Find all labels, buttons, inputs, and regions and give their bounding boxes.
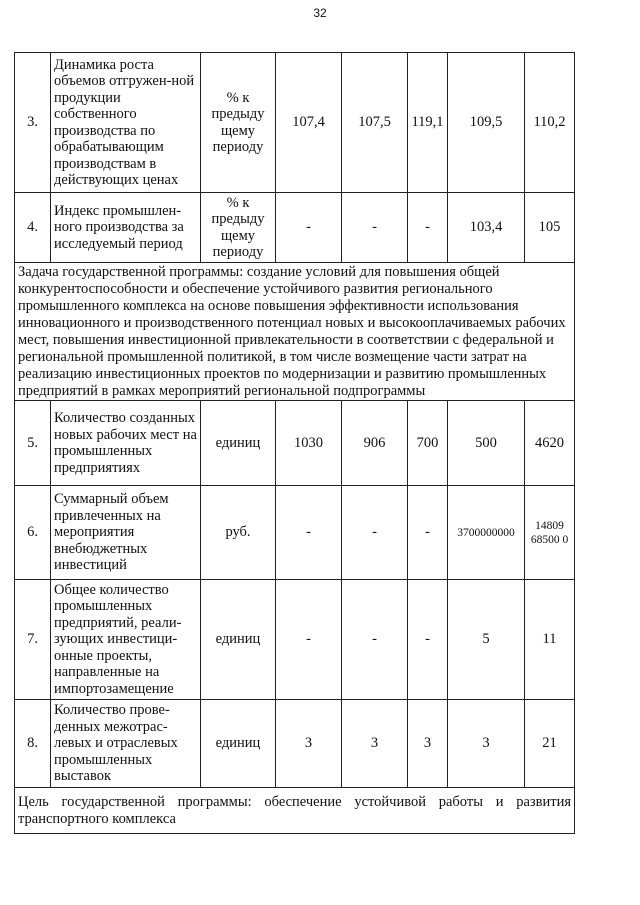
value-cell: 109,5 — [448, 53, 525, 193]
table-row — [15, 401, 575, 486]
value-cell: 3 — [448, 700, 525, 788]
value-cell: 5 — [448, 580, 525, 700]
indicator-unit: % к предыду щему периоду — [201, 53, 276, 193]
indicator-unit: единиц — [201, 580, 276, 700]
value-cell: 103,4 — [448, 193, 525, 263]
indicator-name: Количество прове-денных межотрас-левых и отраслевых промышленных выставок — [51, 700, 201, 788]
value-cell: - — [408, 193, 448, 263]
indicator-unit: единиц — [201, 700, 276, 788]
value-cell: 700 — [408, 401, 448, 486]
value-cell: 3 — [276, 700, 342, 788]
value-cell: - — [408, 486, 448, 580]
row-number: 8. — [15, 700, 51, 788]
table-row — [15, 193, 575, 263]
value-cell: 107,5 — [342, 53, 408, 193]
task-row — [15, 263, 575, 401]
indicator-name: Общее количество промышленных предприятий, реали-зующих инвестици-онные проекты, направленные на импортозамещение — [51, 580, 201, 700]
indicator-name: Динамика роста объемов отгружен-ной продукции собственного производства по обрабатывающим производствам в действующих ценах — [51, 53, 201, 193]
program-goal-text: Цель государственной программы: обеспечение устойчивой работы и развития транспортного комплекса — [15, 788, 575, 834]
table-row — [15, 700, 575, 788]
value-cell: 906 — [342, 401, 408, 486]
value-cell: 105 — [525, 193, 575, 263]
value-cell: - — [276, 580, 342, 700]
value-cell: - — [408, 580, 448, 700]
value-cell: - — [342, 580, 408, 700]
value-cell: 3700000000 — [448, 486, 525, 580]
row-number: 3. — [15, 53, 51, 193]
value-cell: 21 — [525, 700, 575, 788]
value-cell: 107,4 — [276, 53, 342, 193]
value-cell: - — [342, 193, 408, 263]
page-number: 32 — [313, 6, 327, 20]
indicator-unit: руб. — [201, 486, 276, 580]
indicator-name: Индекс промышлен-ного производства за исследуемый период — [51, 193, 201, 263]
indicator-unit: % к предыду щему периоду — [201, 193, 276, 263]
value-cell: 3 — [408, 700, 448, 788]
value-cell: 1030 — [276, 401, 342, 486]
table-row — [15, 53, 575, 193]
table-row — [15, 580, 575, 700]
indicators-table — [14, 52, 575, 834]
value-cell: 3 — [342, 700, 408, 788]
row-number: 7. — [15, 580, 51, 700]
value-cell: - — [276, 486, 342, 580]
row-number: 6. — [15, 486, 51, 580]
value-cell: 500 — [448, 401, 525, 486]
program-task-text: Задача государственной программы: создание условий для повышения общей конкурентоспособности и обеспечение устойчивого развития регионального промышленного комплекса на основе повышения эффективности использования инновационного и производственного потенциал новых и высокооплачиваемых рабочих мест, повышения инвестиционной привлекательности в соответствии с федеральной и региональной промышленной политикой, в том числе возмещение части затрат на реализацию инвестиционных проектов по модернизации и развитию промышленных предприятий в рамках мероприятий региональной подпрограммы — [15, 263, 575, 401]
value-cell: 110,2 — [525, 53, 575, 193]
goal-row — [15, 788, 575, 834]
table-row — [15, 486, 575, 580]
value-cell: - — [276, 193, 342, 263]
value-cell: 4620 — [525, 401, 575, 486]
row-number: 5. — [15, 401, 51, 486]
value-cell: - — [342, 486, 408, 580]
indicator-unit: единиц — [201, 401, 276, 486]
value-cell: 14809 68500 0 — [525, 486, 575, 580]
value-cell: 119,1 — [408, 53, 448, 193]
indicator-name: Количество созданных новых рабочих мест на промышленных предприятиях — [51, 401, 201, 486]
indicator-name: Суммарный объем привлеченных на мероприятия внебюджетных инвестиций — [51, 486, 201, 580]
value-cell: 11 — [525, 580, 575, 700]
row-number: 4. — [15, 193, 51, 263]
